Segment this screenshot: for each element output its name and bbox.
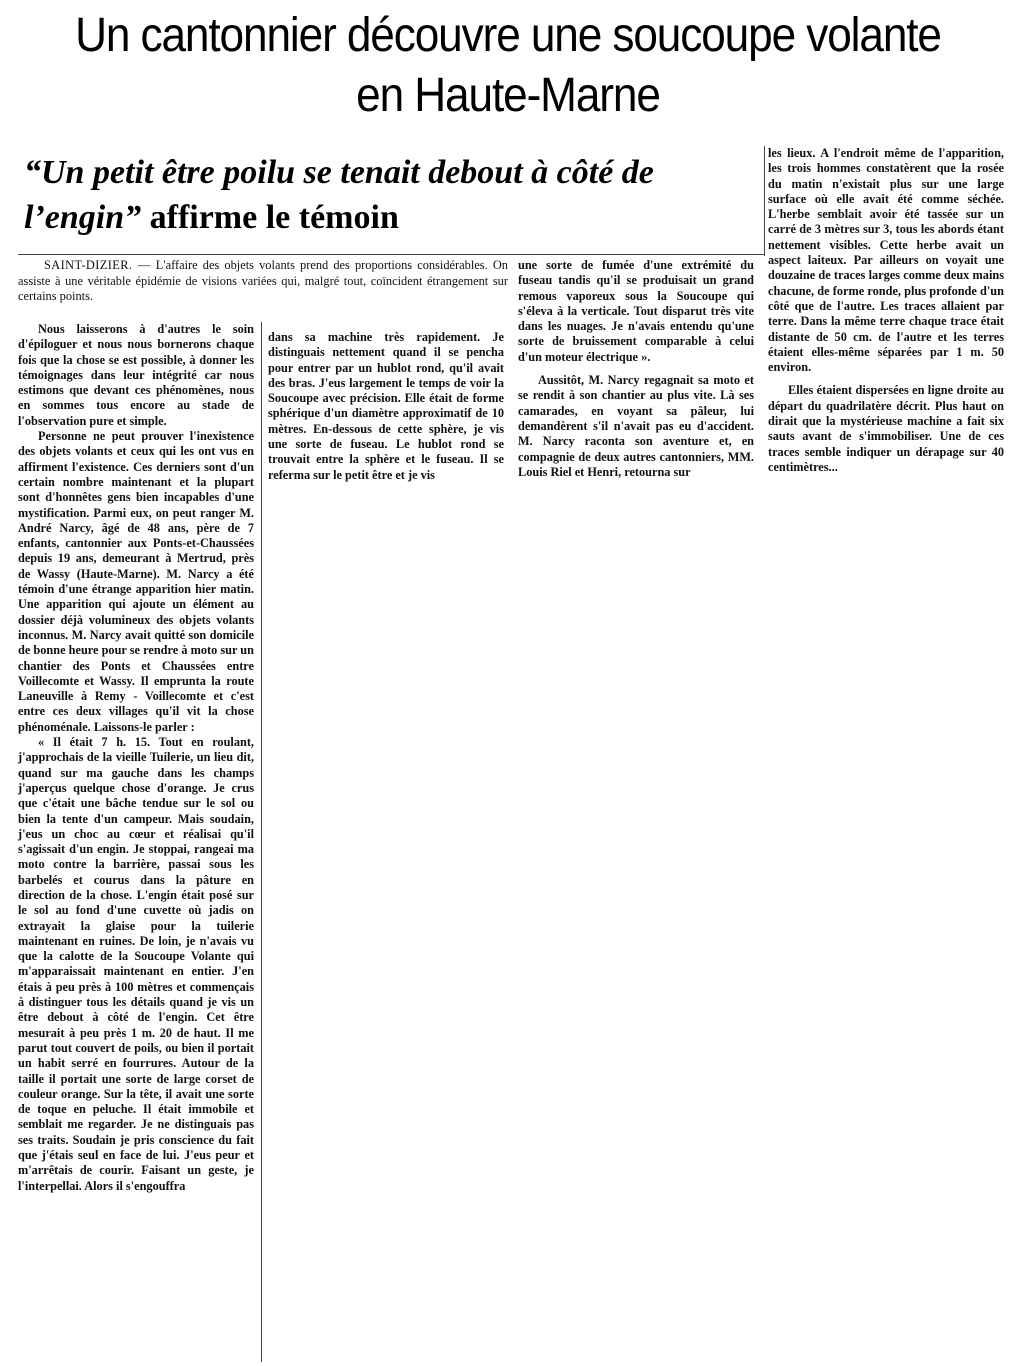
headline: Un cantonnier découvre une soucoupe volante en Haute-Marne xyxy=(75,9,941,122)
paragraph: dans sa machine très rapidement. Je distinguais nettement quand il se pencha pour entrer par un hublot rond, qu'il avait des bras. J'eus largement le temps de voir la Soucoupe avec précision. Elle était de forme sphérique d'un diamètre approximatif de 10 mètres. En-dessous de cette sphère, je vis une sorte de fuseau. Le hublot rond se trouvait entre la sphère et le fuseau. Il se referma sur le petit être et je vis xyxy=(268,330,504,482)
lead-text: L'affaire des objets volants prend des proportions considérables. On assiste à une véritable épidémie de visions variées qui, malgré tout, coïncident étrangement sur certains points. xyxy=(18,258,508,304)
lead-paragraph xyxy=(18,258,508,305)
paragraph: une sorte de fumée d'une extrémité du fuseau tandis qu'il se produisait un grand remous vaporeux sous la Soucoupe qui s'éleva à la verticale. Tout disparut très vite dans les nuages. Je n'avais entendu qu'une sorte de bruissement comparable à celui d'un moteur électrique ». xyxy=(518,258,754,364)
paragraph: « Il était 7 h. 15. Tout en roulant, j'approchais de la vieille Tuilerie, un lieu dit, quand sur ma gauche dans les champs j'aperçus quelque chose d'orange. Je crus que c'était une bâche tendue sur le sol ou bien la tente d'un campeur. Mais soudain, j'eus un choc au cœur et réalisai qu'il s'agissait d'un engin. Je stoppai, rangeai ma moto contre la barrière, passai sous les barbelés et courus dans la pâture en direction de la chose. L'engin était posé sur le sol au fond d'une cuvette où jadis on extrayait la glaise pour la tuilerie maintenant en ruines. De loin, je n'avais vu que la calotte de la Soucoupe Volante qui m'apparaissait maintenant en entier. J'en étais à peu près à 100 mètres et commençais à distinguer tous les détails quand je vis un être debout à côté de l'engin. Cet être mesurait à peu près 1 m. 20 de haut. Il me parut tout couvert de poils, ou bien il portait un habit serré en fourrures. Autour de la taille il portait une sorte de large corset de couleur orange. Sur la tête, il avait une sorte de toque en peluche. Il était immobile et semblait me regarder. Je ne distinguais pas ses traits. Soudain je pris conscience du fait que j'étais seul en face de lui. J'eus peur et m'arrêtais de courir. Faisant un geste, je l'interpellai. Alors il s'engouffra xyxy=(18,735,254,1193)
article-column-2 xyxy=(268,330,504,483)
paragraph: les lieux. A l'endroit même de l'apparition, les trois hommes constatèrent que la rosée du matin n'existait plus sur une large surface où elle avait été comme séchée. L'herbe semblait avoir été tassée sur un carré de 3 mètres sur 3, tous les abords étant nettement visibles. Cette herbe avait un aspect laiteux. Par ailleurs on voyait une douzaine de traces larges comme deux mains chacune, de forme ronde, plus profonde d'un côté que de l'autre. Les traces allaient par terre. Dans la même terre chaque trace était distante de 50 cm. de l'autre et les terres étaient elles-même séparées par 1 m. 50 environ. xyxy=(768,146,1004,375)
dateline: SAINT-DIZIER. — xyxy=(44,258,151,272)
paragraph: Nous laisserons à d'autres le soin d'épiloguer et nous nous bornerons chaque fois que la chose se est possible, à donner les témoignages dans leur intégrité car nous estimons que devant ces phénomènes, nous en sommes tous encore au stade de l'observation pure et simple. xyxy=(18,322,254,428)
subheadline xyxy=(24,150,764,240)
paragraph: Aussitôt, M. Narcy regagnait sa moto et se rendit à son chantier au plus vite. Là ses camarades, en voyant sa pâleur, lui demandèrent s'il n'avait pas eu d'accident. M. Narcy raconta son aventure et, en compagnie de deux autres cantonniers, MM. Louis Riel et Henri, retourna sur xyxy=(518,373,754,479)
article-column-1 xyxy=(18,322,254,1194)
article-column-3 xyxy=(518,258,754,480)
subhead-quote: “Un petit être poilu se tenait debout à côté de l’engin” xyxy=(24,154,654,236)
column-rule-1 xyxy=(261,322,262,1362)
paragraph: Personne ne peut prouver l'inexistence des objets volants et ceux qui les ont vus en affirment l'existence. Ces derniers sont d'un certain nombre maintenant et la plupart sont d'honnêtes gens bien incapables d'une mystification. Parmi eux, on peut ranger M. André Narcy, âgé de 48 ans, père de 7 enfants, cantonnier aux Ponts-et-Chaussées depuis 19 ans, demeurant à Mertrud, près de Wassy (Haute-Marne). M. Narcy a été témoin d'une étrange apparition hier matin. Une apparition qui ajoute un élément au dossier déjà volumineux des objets volants inconnus. M. Narcy avait quitté son domicile de bonne heure pour se rendre à moto sur un chantier des Ponts et Chaussées entre Voillecomte et Wassy. Il emprunta la route Laneuville à Remy - Voillecomte et c'est entre ces deux villages qu'il vit la chose phénoménale. Laissons-le parler : xyxy=(18,429,254,734)
subhead-attribution: affirme le témoin xyxy=(149,199,399,236)
lead-rule xyxy=(18,254,764,255)
column-rule-top-right xyxy=(764,146,765,256)
article-column-4 xyxy=(768,146,1004,475)
paragraph: Elles étaient dispersées en ligne droite au départ du quadrilatère décrit. Plus haut on dirait que la mystérieuse machine a fait six sauts avant de s'immobiliser. Une de ces traces semble indiquer un dérapage sur 40 centimètres... xyxy=(768,383,1004,474)
